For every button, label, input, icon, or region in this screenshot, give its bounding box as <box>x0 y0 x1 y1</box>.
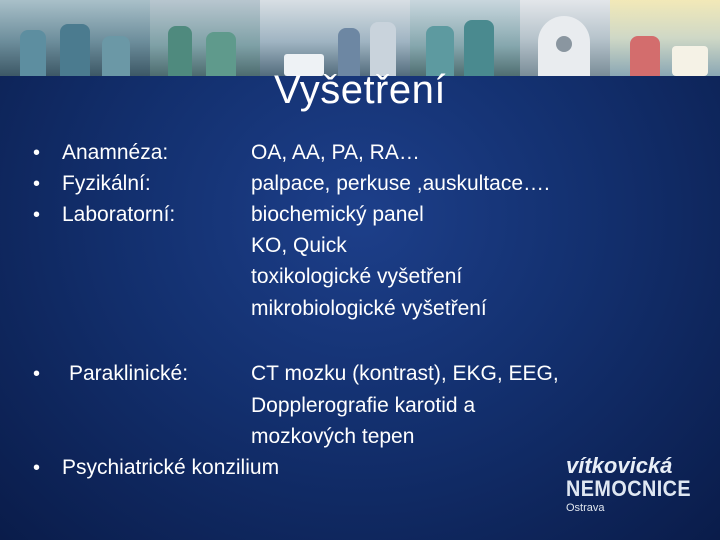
logo-line-1: vítkovická <box>566 453 673 478</box>
item-detail: CT mozku (kontrast), EKG, EEG, <box>251 362 559 385</box>
item-detail: Dopplerografie karotid a <box>251 394 476 417</box>
bullet-marker: • <box>33 142 41 164</box>
pediatric-ward-photo <box>610 0 720 76</box>
bullet-marker: • <box>33 457 41 479</box>
item-label: Psychiatrické konzilium <box>62 456 280 479</box>
item-detail: toxikologické vyšetření <box>251 265 463 288</box>
ct-scanner-photo <box>520 0 610 76</box>
item-detail: mozkových tepen <box>251 425 415 448</box>
item-detail: palpace, perkuse ,auskultace…. <box>251 172 550 195</box>
operating-room-photo <box>0 0 150 76</box>
item-detail: KO, Quick <box>251 234 347 257</box>
header-photo-banner <box>0 0 720 76</box>
slide-title: Vyšetření <box>274 68 446 112</box>
hospital-logo <box>566 455 706 515</box>
surgery-team-photo <box>150 0 260 76</box>
item-label: Paraklinické: <box>69 362 189 385</box>
bullet-marker: • <box>33 204 41 226</box>
item-label: Laboratorní: <box>62 203 176 226</box>
hospital-ward-photo <box>260 0 410 76</box>
item-detail: biochemický panel <box>251 203 424 226</box>
item-label: Fyzikální: <box>62 172 151 195</box>
surgeons-photo <box>410 0 520 76</box>
bullet-marker: • <box>33 363 41 385</box>
bullet-marker: • <box>33 173 41 195</box>
item-detail: OA, AA, PA, RA… <box>251 141 420 164</box>
item-detail: mikrobiologické vyšetření <box>251 297 487 320</box>
item-label: Anamnéza: <box>62 141 169 164</box>
logo-line-3: Ostrava <box>566 502 605 514</box>
logo-line-2: NEMOCNICE <box>566 476 692 501</box>
